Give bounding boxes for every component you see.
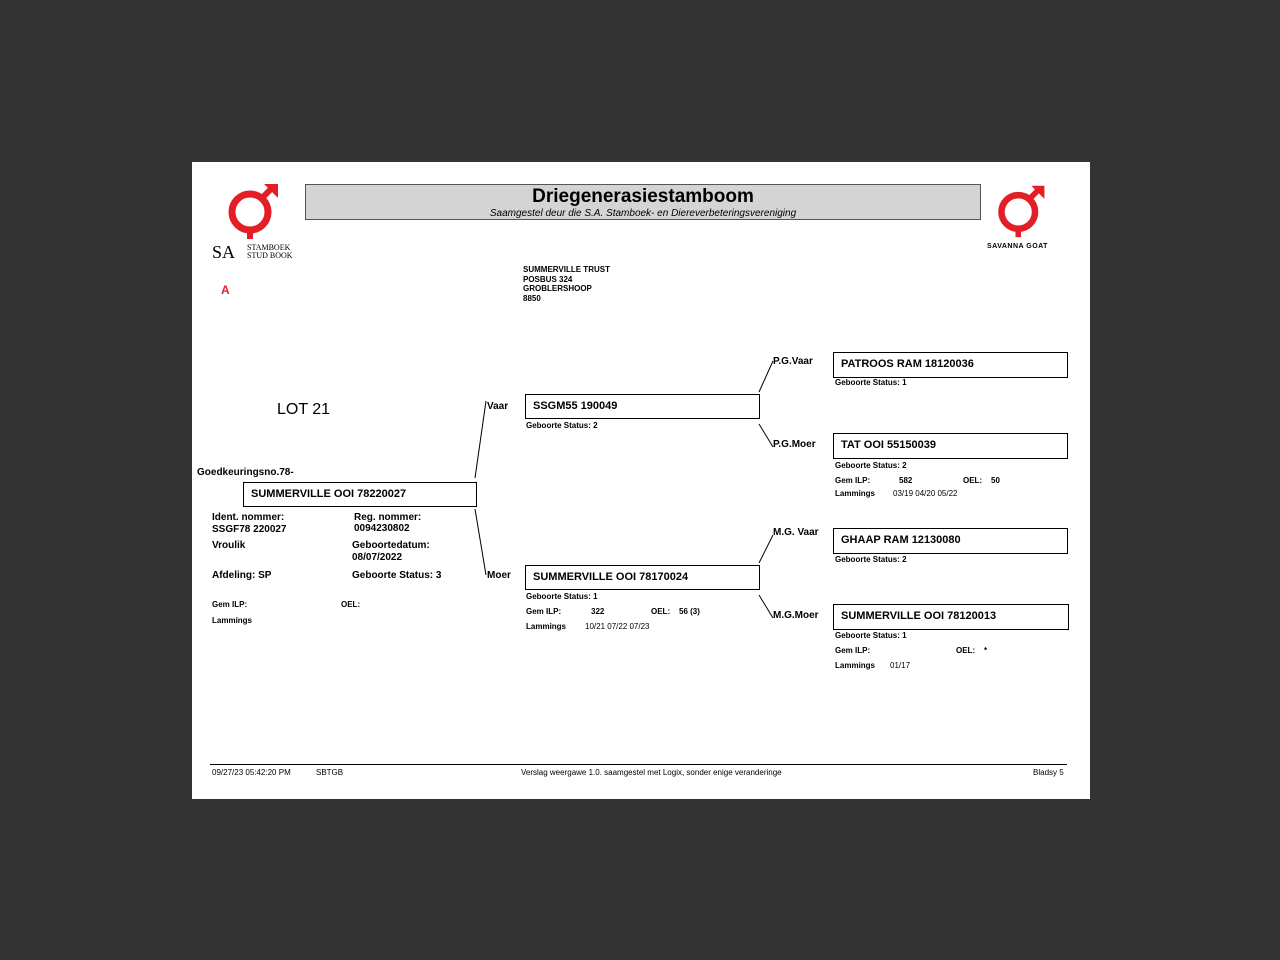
pg-dam-name-box	[833, 433, 1068, 459]
owner-name: SUMMERVILLE TRUST	[523, 265, 610, 274]
animal-lambings-label: Lammings	[212, 616, 253, 625]
dam-oel-label: OEL:	[651, 607, 671, 616]
footer-timestamp: 09/27/23 05:42:20 PM	[212, 768, 291, 777]
dam-oel-value: 56 (3)	[679, 607, 700, 616]
dam-label: Moer	[487, 570, 511, 581]
owner-address-line2: GROBLERSHOOP	[523, 284, 592, 293]
pg-sire-birth-status: Geboorte Status: 1	[835, 378, 907, 387]
dam-lambings-value: 10/21 07/22 07/23	[585, 622, 650, 631]
pg-dam-lambings-value: 03/19 04/20 05/22	[893, 489, 958, 498]
pg-dam-oel-value: 50	[991, 476, 1000, 485]
pg-dam-ilp-value: 582	[899, 476, 913, 485]
ident-label: Ident. nommer:	[212, 512, 285, 523]
lot-number: LOT 21	[277, 401, 331, 418]
pg-dam-lambings-label: Lammings	[835, 489, 876, 498]
pg-dam-ilp-label: Gem ILP:	[835, 476, 871, 485]
reg-label: Reg. nommer:	[354, 512, 422, 523]
pg-dam-name: TAT OOI 55150039	[841, 439, 936, 451]
mg-dam-name-box	[833, 604, 1069, 630]
sa-logo-text: SA	[212, 242, 236, 262]
report-subtitle: Saamgestel deur die S.A. Stamboek- en Diereverbeteringsvereniging	[489, 208, 797, 219]
mg-dam-name: SUMMERVILLE OOI 78120013	[841, 610, 997, 622]
dam-name-box	[525, 565, 760, 590]
savanna-goat-caption: SAVANNA GOAT	[987, 243, 1048, 250]
owner-postcode: 8850	[523, 293, 541, 303]
pedigree-page	[192, 162, 1090, 799]
pg-dam-label: P.G.Moer	[773, 439, 816, 450]
mg-dam-label: M.G.Moer	[773, 610, 819, 621]
mg-dam-oel-label: OEL:	[956, 646, 976, 655]
logo-line-stamboek: STAMBOEK	[247, 243, 291, 252]
animal-oel-label: OEL:	[341, 600, 361, 609]
report-title: Driegenerasiestamboom	[532, 186, 754, 207]
animal-name: SUMMERVILLE OOI 78220027	[251, 488, 407, 500]
dam-birth-status: Geboorte Status: 1	[526, 592, 598, 601]
pg-dam-birth-status: Geboorte Status: 2	[835, 461, 907, 470]
footer-code: SBTGB	[316, 768, 344, 777]
sire-label: Vaar	[487, 401, 509, 412]
mg-dam-lambings-label: Lammings	[835, 661, 876, 670]
dob-label: Geboortedatum:	[352, 540, 430, 551]
animal-sex: Vroulik	[212, 540, 246, 551]
pedigree-connector-lines	[192, 162, 1090, 799]
sire-birth-status: Geboorte Status: 2	[526, 421, 598, 430]
dam-ilp-value: 322	[591, 607, 605, 616]
pg-sire-name-box	[833, 352, 1068, 378]
footer-version: Verslag weergawe 1.0. saamgestel met Logix, sonder enige veranderinge	[521, 768, 782, 777]
mg-sire-label: M.G. Vaar	[773, 527, 819, 538]
footer-divider	[210, 764, 1067, 765]
animal-section: Afdeling: SP	[212, 570, 272, 581]
sire-name-box	[525, 394, 760, 419]
pg-dam-oel-label: OEL:	[963, 476, 983, 485]
ident-value: SSGF78 220027	[212, 524, 287, 535]
mg-sire-name: GHAAP RAM 12130080	[841, 534, 961, 546]
animal-birth-status: Geboorte Status: 3	[352, 570, 442, 581]
animal-ilp-label: Gem ILP:	[212, 600, 248, 609]
grade-letter: A	[221, 283, 230, 297]
dam-lambings-label: Lammings	[526, 622, 567, 631]
dam-ilp-label: Gem ILP:	[526, 607, 562, 616]
animal-name-box	[243, 482, 477, 507]
reg-value: 0094230802	[354, 523, 410, 534]
sire-name: SSGM55 190049	[533, 400, 618, 412]
owner-address-line1: POSBUS 324	[523, 274, 573, 284]
mg-sire-name-box	[833, 528, 1068, 554]
mg-dam-birth-status: Geboorte Status: 1	[835, 631, 907, 640]
logo-line-studbook: STUD BOOK	[247, 251, 293, 260]
pg-sire-name: PATROOS RAM 18120036	[841, 358, 974, 370]
mg-sire-birth-status: Geboorte Status: 2	[835, 555, 907, 564]
mg-dam-ilp-label: Gem ILP:	[835, 646, 871, 655]
mg-dam-lambings-value: 01/17	[890, 661, 911, 670]
dam-name: SUMMERVILLE OOI 78170024	[533, 571, 689, 583]
dob-value: 08/07/2022	[352, 552, 403, 563]
footer-page-number: Bladsy 5	[1033, 768, 1064, 777]
pg-sire-label: P.G.Vaar	[773, 356, 813, 367]
mg-dam-oel-value: *	[984, 646, 988, 655]
approval-number: Goedkeuringsno.78-	[197, 467, 294, 478]
